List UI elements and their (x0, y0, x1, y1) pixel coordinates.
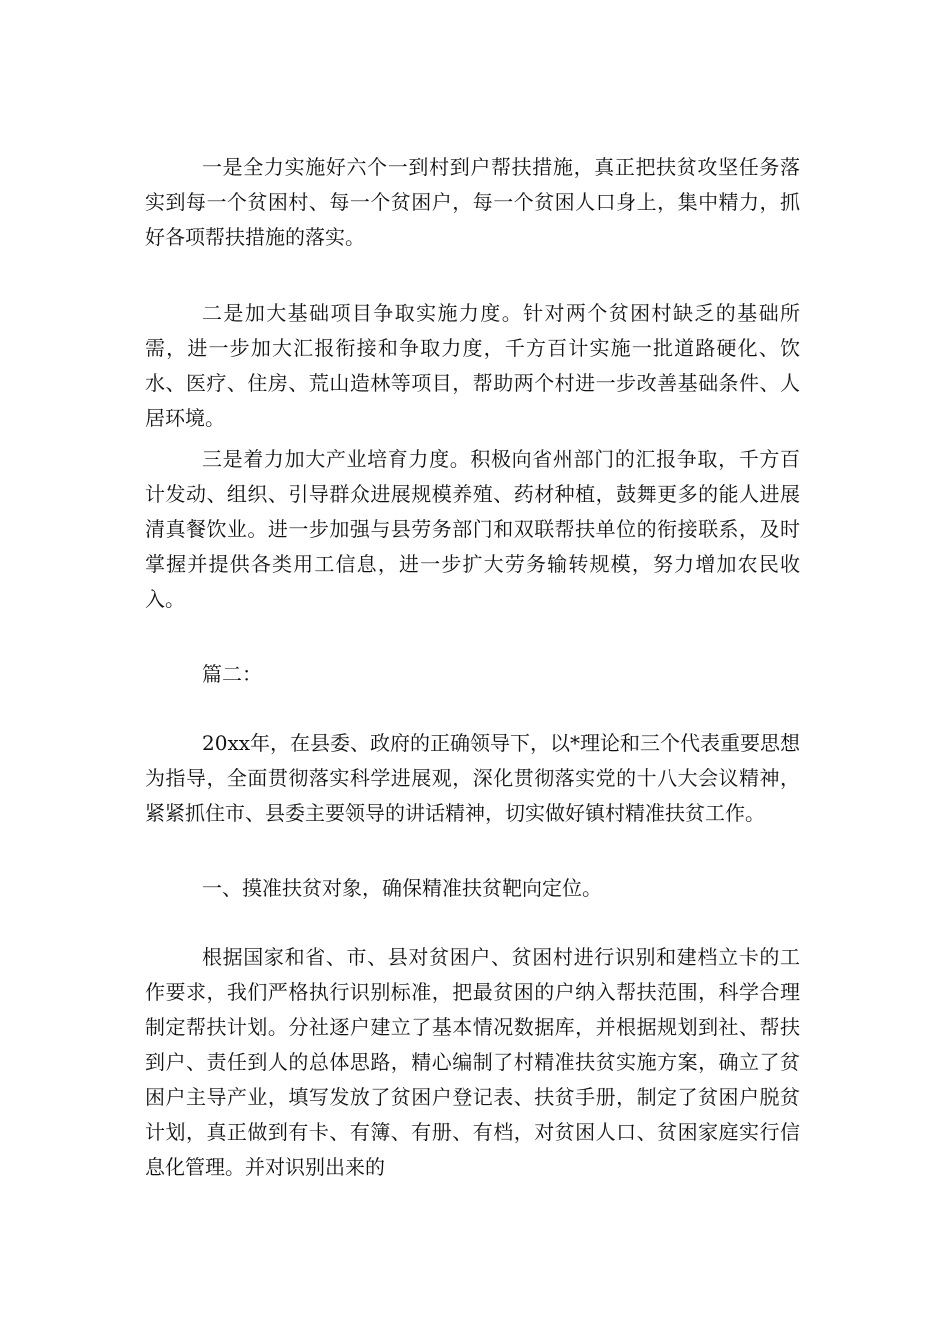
section-heading-part-two: 篇二： (202, 662, 262, 686)
paragraph-heading-1: 一、摸准扶贫对象，确保精准扶贫靶向定位。 (202, 876, 602, 900)
paragraph-measure-1: 一是全力实施好六个一到村到户帮扶措施，真正把扶贫攻坚任务落实到每一个贫困村、每一个贫困户，每一个贫困人口身上，集中精力，抓好各项帮扶措施的落实。 (145, 155, 800, 249)
paragraph-body-1: 根据国家和省、市、县对贫困户、贫困村进行识别和建档立卡的工作要求，我们严格执行识别标准，把最贫困的户纳入帮扶范围，科学合理制定帮扶计划。分社逐户建立了基本情况数据库，并根据规划到社、帮扶到户、责任到人的总体思路，精心编制了村精准扶贫实施方案，确立了贫困户主导产业，填写发放了贫困户登记表、扶贫手册，制定了贫困户脱贫计划，真正做到有卡、有簿、有册、有档，对贫困人口、贫困家庭实行信息化管理。并对识别出来的 (145, 945, 800, 1179)
paragraph-measure-2: 二是加大基础项目争取实施力度。针对两个贫困村缺乏的基础所需，进一步加大汇报衔接和争取力度，千方百计实施一批道路硬化、饮水、医疗、住房、荒山造林等项目，帮助两个村进一步改善基础条件、人居环境。 (145, 301, 800, 430)
paragraph-measure-3: 三是着力加大产业培育力度。积极向省州部门的汇报争取，千方百计发动、组织、引导群众进展规模养殖、药材种植，鼓舞更多的能人进展清真餐饮业。进一步加强与县劳务部门和双联帮扶单位的衔接联系，及时掌握并提供各类用工信息，进一步扩大劳务输转规模，努力增加农民收入。 (145, 447, 800, 611)
paragraph-intro-2: 20xx年，在县委、政府的正确领导下，以*理论和三个代表重要思想为指导，全面贯彻落实科学进展观，深化贯彻落实党的十八大会议精神，紧紧抓住市、县委主要领导的讲话精神，切实做好镇村精准扶贫工作。 (145, 731, 801, 825)
